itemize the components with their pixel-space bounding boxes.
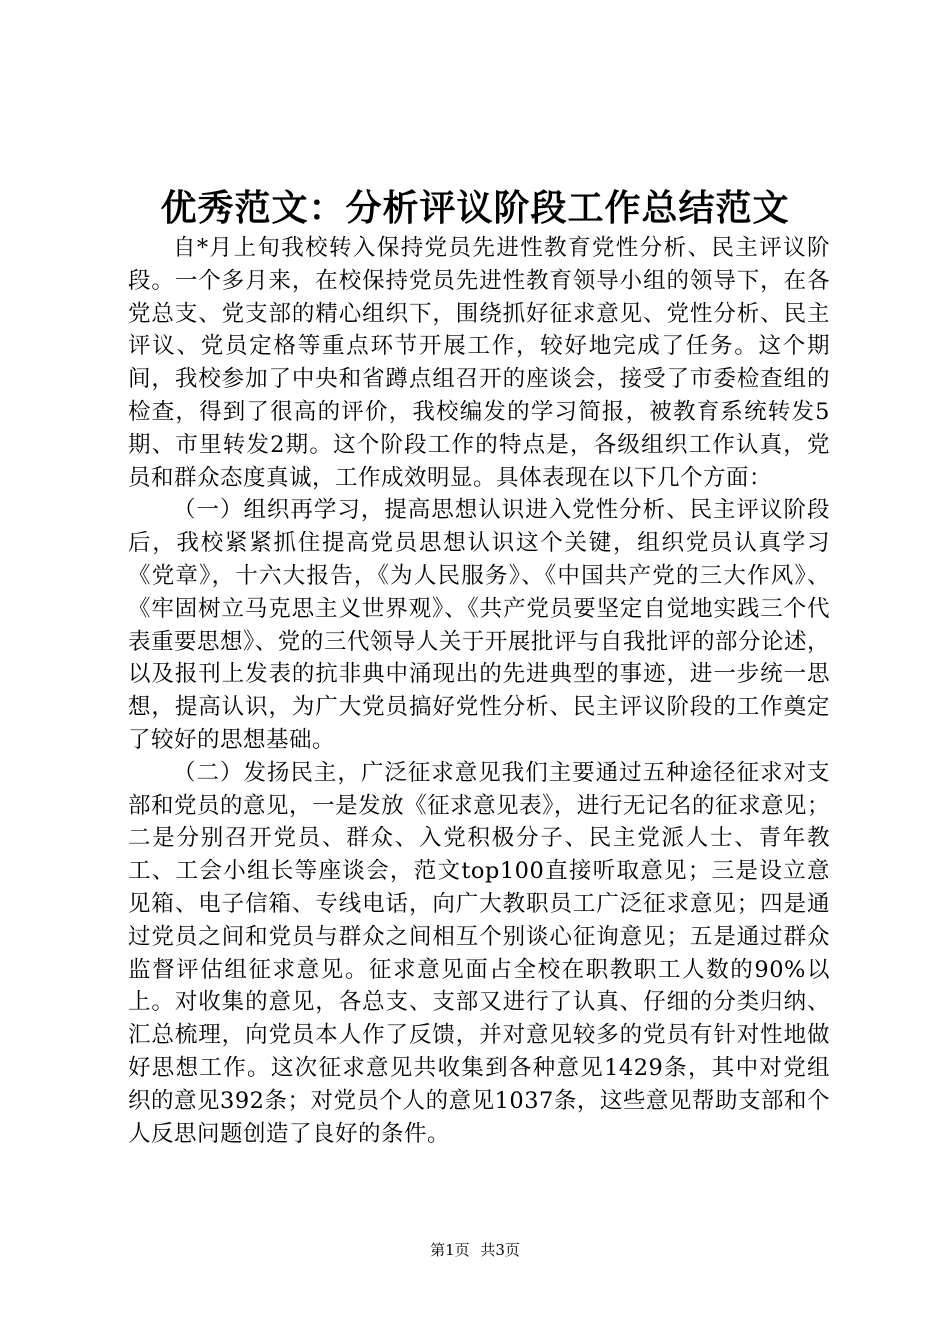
document-body — [128, 232, 830, 1150]
paragraph-intro: 自*月上旬我校转入保持党员先进性教育党性分析、民主评议阶段。一个多月来，在校保持党员先进性教育领导小组的领导下，在各党总支、党支部的精心组织下，围绕抓好征求意见、党性分析、民主评议、党员定格等重点环节开展工作，较好地完成了任务。这个期间，我校参加了中央和省蹲点组召开的座谈会，接受了市委检查组的检查，得到了很高的评价，我校编发的学习简报，被教育系统转发5期、市里转发2期。这个阶段工作的特点是，各级组织工作认真，党员和群众态度真诚，工作成效明显。具体表现在以下几个方面： — [128, 235, 830, 491]
paragraph-section-2: （二）发扬民主，广泛征求意见我们主要通过五种途径征求对支部和党员的意见，一是发放《征求意见表》，进行无记名的征求意见；二是分别召开党员、群众、入党积极分子、民主党派人士、青年教工、工会小组长等座谈会，范文top100直接听取意见；三是设立意见箱、电子信箱、专线电话，向广大教职员工广泛征求意见；四是通过党员之间和党员与群众之间相互个别谈心征询意见；五是通过群众监督评估组征求意见。征求意见面占全校在职教职工人数的90%以上。对收集的意见，各总支、支部又进行了认真、仔细的分类归纳、汇总梳理，向党员本人作了反馈，并对意见较多的党员有针对性地做好思想工作。这次征求意见共收集到各种意见1429条，其中对党组织的意见392条；对党员个人的意见1037条，这些意见帮助支部和个人反思问题创造了良好的条件。 — [128, 759, 830, 1147]
paragraph-section-1: （一）组织再学习，提高思想认识进入党性分析、民主评议阶段后，我校紧紧抓住提高党员思想认识这个关键，组织党员认真学习《党章》，十六大报告，《为人民服务》、《中国共产党的三大作风》、《牢固树立马克思主义世界观》、《共产党员要坚定自觉地实践三个代表重要思想》、党的三代领导人关于开展批评与自我批评的部分论述，以及报刊上发表的抗非典中涌现出的先进典型的事迹，进一步统一思想，提高认识，为广大党员搞好党性分析、民主评议阶段的工作奠定了较好的思想基础。 — [128, 497, 830, 753]
page-footer — [0, 1240, 950, 1260]
page-number: 第1页 — [430, 1241, 470, 1259]
document-title: 优秀范文：分析评议阶段工作总结范文 — [160, 187, 790, 229]
page-total: 共3页 — [480, 1241, 520, 1259]
